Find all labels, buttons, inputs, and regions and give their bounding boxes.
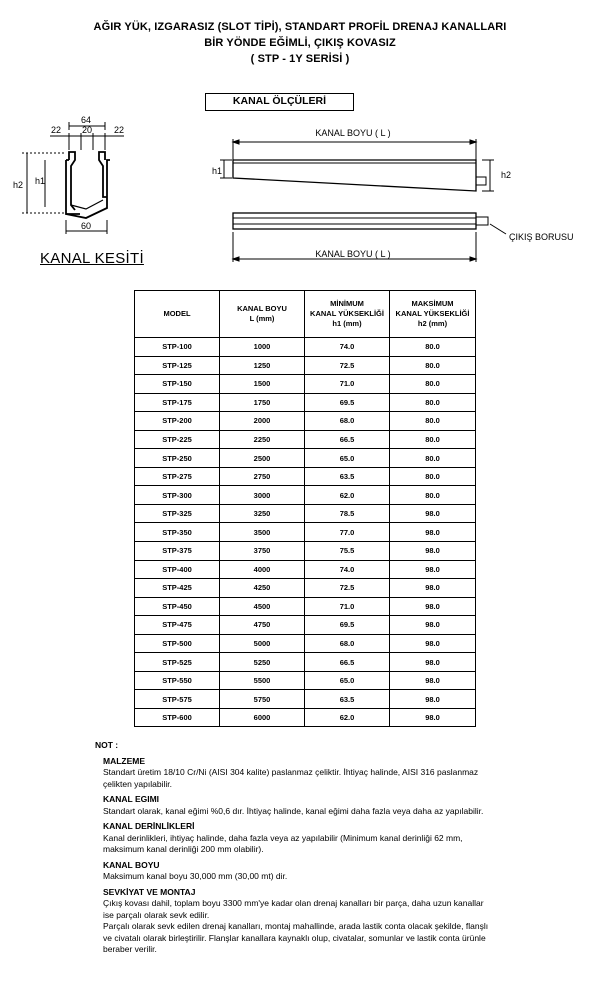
table-row bbox=[135, 356, 476, 375]
cell-model: STP-550 bbox=[135, 671, 220, 690]
cell-max-height: 98.0 bbox=[390, 523, 476, 542]
cell-model: STP-375 bbox=[135, 542, 220, 561]
table-row bbox=[135, 597, 476, 616]
table-row bbox=[135, 671, 476, 690]
table-row bbox=[135, 504, 476, 523]
table-row bbox=[135, 467, 476, 486]
cell-length: 1250 bbox=[220, 356, 305, 375]
header-max-height bbox=[390, 291, 476, 338]
table-row bbox=[135, 430, 476, 449]
dim-bottom: 60 bbox=[80, 221, 92, 231]
cell-min-height: 69.5 bbox=[305, 616, 390, 635]
note-heading: SEVKİYAT VE MONTAJ bbox=[103, 886, 196, 897]
cell-min-height: 78.5 bbox=[305, 504, 390, 523]
cell-max-height: 80.0 bbox=[390, 430, 476, 449]
cell-model: STP-125 bbox=[135, 356, 220, 375]
cell-length: 1000 bbox=[220, 338, 305, 357]
cell-model: STP-475 bbox=[135, 616, 220, 635]
note-heading: KANAL BOYU bbox=[103, 859, 160, 870]
cell-min-height: 72.5 bbox=[305, 579, 390, 598]
cell-max-height: 98.0 bbox=[390, 616, 476, 635]
title-line-3: ( STP - 1Y SERİSİ ) bbox=[250, 53, 350, 65]
header-length-label: KANAL BOYU L (mm) bbox=[237, 304, 287, 323]
cell-max-height: 98.0 bbox=[390, 542, 476, 561]
side-length-top-label: KANAL BOYU ( L ) bbox=[315, 128, 391, 138]
cell-min-height: 66.5 bbox=[305, 653, 390, 672]
table-body bbox=[135, 338, 476, 727]
header-min-height-label: MİNİMUM KANAL YÜKSEKLİĞİ h1 (mm) bbox=[310, 299, 384, 328]
table-row bbox=[135, 449, 476, 468]
cell-length: 3000 bbox=[220, 486, 305, 505]
cell-length: 3750 bbox=[220, 542, 305, 561]
cell-length: 5750 bbox=[220, 690, 305, 709]
cell-model: STP-275 bbox=[135, 467, 220, 486]
cell-model: STP-225 bbox=[135, 430, 220, 449]
table-header-row bbox=[135, 291, 476, 338]
cell-length: 5500 bbox=[220, 671, 305, 690]
cell-max-height: 80.0 bbox=[390, 356, 476, 375]
note-heading: MALZEME bbox=[103, 755, 146, 766]
header-model-label: MODEL bbox=[163, 309, 191, 318]
cross-h2-label: h2 bbox=[12, 180, 24, 190]
cell-length: 3250 bbox=[220, 504, 305, 523]
table-row bbox=[135, 653, 476, 672]
cell-length: 2500 bbox=[220, 449, 305, 468]
section-title-box bbox=[205, 93, 354, 111]
cell-max-height: 98.0 bbox=[390, 597, 476, 616]
note-body: Çıkış kovası dahil, toplam boyu 3300 mm'ye kadar olan drenaj kanalları bir parça, daha uzun kanallar ise parçalı olarak sevk edilir. Parçalı olarak sevk edilen drenaj kanalları, montaj mahallinde, arada lastik conta olacak şekilde, flanşlı ve civatalı olarak birleştirilir. Flanşlar kanallara kaynaklı olup, civatalar, somunlar ve lastik conta ürünle beraber verilir. bbox=[103, 898, 489, 954]
specs-table bbox=[134, 290, 476, 727]
cell-min-height: 66.5 bbox=[305, 430, 390, 449]
cell-model: STP-600 bbox=[135, 708, 220, 727]
note-heading: KANAL DERİNLİKLERİ bbox=[103, 821, 195, 831]
cell-length: 3500 bbox=[220, 523, 305, 542]
table-row bbox=[135, 523, 476, 542]
cell-max-height: 80.0 bbox=[390, 375, 476, 394]
dim-top: 64 bbox=[80, 115, 92, 125]
title-line-2: BİR YÖNDE EĞİMLİ, ÇIKIŞ KOVASIZ bbox=[204, 37, 396, 49]
cell-length: 6000 bbox=[220, 708, 305, 727]
cell-length: 2750 bbox=[220, 467, 305, 486]
notes-list bbox=[95, 756, 493, 956]
table-row bbox=[135, 690, 476, 709]
cell-length: 4750 bbox=[220, 616, 305, 635]
note-body: Kanal derinlikleri, ihtiyaç halinde, daha fazla veya az yapılabilir (Minimum kanal derinliği 62 mm, maksimum kanal derinliği 200 mm olabilir). bbox=[103, 832, 463, 854]
cell-min-height: 62.0 bbox=[305, 708, 390, 727]
note-body: Maksimum kanal boyu 30,000 mm (30,00 mt) dir. bbox=[103, 871, 288, 881]
table-row bbox=[135, 560, 476, 579]
cell-min-height: 65.0 bbox=[305, 449, 390, 468]
cell-min-height: 65.0 bbox=[305, 671, 390, 690]
note-item bbox=[103, 756, 493, 791]
cell-length: 5000 bbox=[220, 634, 305, 653]
cell-max-height: 98.0 bbox=[390, 671, 476, 690]
cell-max-height: 98.0 bbox=[390, 653, 476, 672]
cell-min-height: 71.0 bbox=[305, 375, 390, 394]
cell-model: STP-175 bbox=[135, 393, 220, 412]
cell-model: STP-450 bbox=[135, 597, 220, 616]
note-item bbox=[103, 887, 493, 956]
dim-mid: 20 bbox=[81, 125, 93, 135]
cell-max-height: 80.0 bbox=[390, 338, 476, 357]
table-row bbox=[135, 634, 476, 653]
note-heading: KANAL EGIMI bbox=[103, 794, 160, 804]
cell-model: STP-250 bbox=[135, 449, 220, 468]
header-length bbox=[220, 291, 305, 338]
table-row bbox=[135, 542, 476, 561]
cross-h1-label: h1 bbox=[34, 176, 46, 186]
cell-max-height: 98.0 bbox=[390, 690, 476, 709]
cell-max-height: 98.0 bbox=[390, 708, 476, 727]
header-min-height bbox=[305, 291, 390, 338]
cell-model: STP-150 bbox=[135, 375, 220, 394]
cross-section-caption: KANAL KESİTİ bbox=[40, 250, 144, 267]
note-body: Standart olarak, kanal eğimi %0,6 dır. İhtiyaç halinde, kanal eğimi daha fazla veya daha az yapılabilir. bbox=[103, 805, 484, 816]
cell-max-height: 80.0 bbox=[390, 393, 476, 412]
header-max-height-label: MAKSİMUM KANAL YÜKSEKLİĞİ h2 (mm) bbox=[395, 299, 470, 328]
cell-min-height: 74.0 bbox=[305, 560, 390, 579]
cell-max-height: 98.0 bbox=[390, 504, 476, 523]
cell-max-height: 98.0 bbox=[390, 634, 476, 653]
table-row bbox=[135, 338, 476, 357]
note-item bbox=[103, 794, 493, 817]
table-row bbox=[135, 708, 476, 727]
plan-length-label: KANAL BOYU ( L ) bbox=[315, 249, 391, 259]
side-h2-label: h2 bbox=[500, 170, 512, 180]
side-h1-label: h1 bbox=[211, 166, 223, 176]
title-line-1: AĞIR YÜK, IZGARASIZ (SLOT TİPİ), STANDART PROFİL DRENAJ KANALLARI bbox=[93, 21, 507, 33]
cell-min-height: 62.0 bbox=[305, 486, 390, 505]
cell-min-height: 68.0 bbox=[305, 634, 390, 653]
cell-model: STP-525 bbox=[135, 653, 220, 672]
cell-length: 5250 bbox=[220, 653, 305, 672]
cell-min-height: 63.5 bbox=[305, 467, 390, 486]
cell-max-height: 98.0 bbox=[390, 560, 476, 579]
cell-model: STP-325 bbox=[135, 504, 220, 523]
table-row bbox=[135, 375, 476, 394]
cell-min-height: 63.5 bbox=[305, 690, 390, 709]
cell-model: STP-100 bbox=[135, 338, 220, 357]
table-row bbox=[135, 412, 476, 431]
section-title: KANAL ÖLÇÜLERİ bbox=[232, 95, 327, 107]
cell-length: 4000 bbox=[220, 560, 305, 579]
cell-model: STP-300 bbox=[135, 486, 220, 505]
cell-max-height: 80.0 bbox=[390, 486, 476, 505]
notes-section bbox=[95, 740, 493, 960]
cell-max-height: 80.0 bbox=[390, 467, 476, 486]
table-row bbox=[135, 579, 476, 598]
notes-label: NOT : bbox=[95, 740, 119, 750]
cell-min-height: 69.5 bbox=[305, 393, 390, 412]
cell-length: 4500 bbox=[220, 597, 305, 616]
cell-model: STP-425 bbox=[135, 579, 220, 598]
cell-model: STP-575 bbox=[135, 690, 220, 709]
cell-min-height: 68.0 bbox=[305, 412, 390, 431]
cell-min-height: 77.0 bbox=[305, 523, 390, 542]
cell-max-height: 80.0 bbox=[390, 412, 476, 431]
cell-model: STP-350 bbox=[135, 523, 220, 542]
header-model bbox=[135, 291, 220, 338]
side-view-drawing bbox=[220, 139, 494, 191]
cell-length: 1500 bbox=[220, 375, 305, 394]
table-row bbox=[135, 486, 476, 505]
cell-min-height: 75.5 bbox=[305, 542, 390, 561]
cell-min-height: 72.5 bbox=[305, 356, 390, 375]
dim-right: 22 bbox=[113, 125, 125, 135]
note-item bbox=[103, 860, 493, 883]
cell-model: STP-500 bbox=[135, 634, 220, 653]
cell-length: 1750 bbox=[220, 393, 305, 412]
table-row bbox=[135, 393, 476, 412]
cell-min-height: 71.0 bbox=[305, 597, 390, 616]
outlet-label: ÇIKIŞ BORUSU bbox=[509, 232, 574, 242]
cell-min-height: 74.0 bbox=[305, 338, 390, 357]
cell-max-height: 80.0 bbox=[390, 449, 476, 468]
dim-left: 22 bbox=[50, 125, 62, 135]
cell-max-height: 98.0 bbox=[390, 579, 476, 598]
cell-length: 4250 bbox=[220, 579, 305, 598]
note-item bbox=[103, 821, 493, 856]
cell-model: STP-400 bbox=[135, 560, 220, 579]
cell-length: 2250 bbox=[220, 430, 305, 449]
table-row bbox=[135, 616, 476, 635]
cell-model: STP-200 bbox=[135, 412, 220, 431]
note-body: Standart üretim 18/10 Cr/Ni (AISI 304 kalite) paslanmaz çeliktir. İhtiyaç halinde, AISI 316 paslanmaz çelikten yapılabilir. bbox=[103, 767, 479, 789]
cell-length: 2000 bbox=[220, 412, 305, 431]
